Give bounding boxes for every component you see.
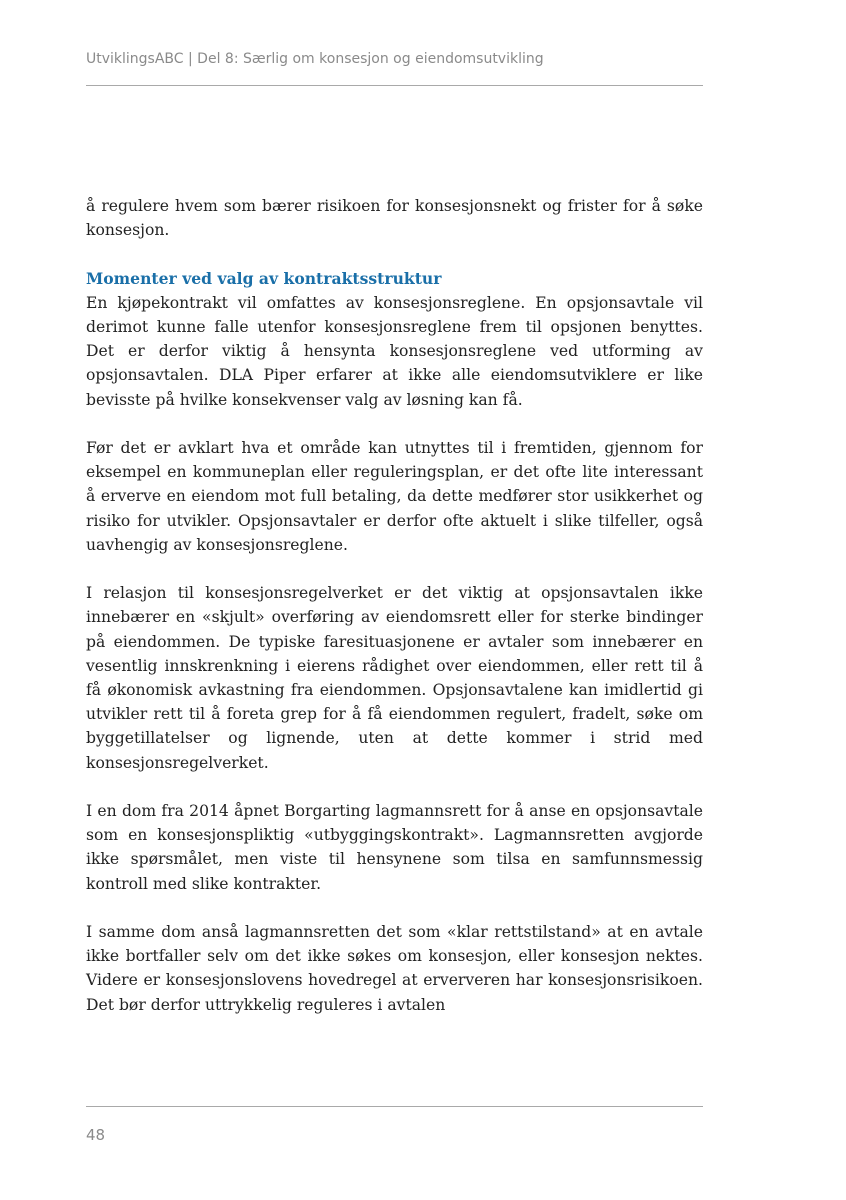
paragraph-2: Før det er avklart hva et område kan utnyttes til i fremtiden, gjennom for eksempel en kommuneplan eller reguleringsplan, er det ofte lite interessant å erverve en eiendom mot full betaling, da dette medfører stor usikkerhet og risiko for utvikler. Opsjonsavtaler er derfor ofte aktuelt i slike tilfeller, også uavhengig av konsesjonsreglene. (86, 439, 703, 554)
body-text (86, 194, 703, 1017)
section-heading: Momenter ved valg av kontraktsstruktur (86, 268, 442, 288)
paragraph-3: I relasjon til konsesjonsregelverket er det viktig at opsjonsavtalen ikke innebærer en «skjult» overføring av eiendomsrett eller for sterke bindinger på eiendommen. De typiske faresituasjonene er avtaler som innebærer en vesentlig innskrenkning i eierens rådighet over eiendommen, eller rett til å få økonomisk avkastning fra eiendommen. Opsjonsavtalene kan imidlertid gi utvikler rett til å foreta grep for å få eiendommen regulert, fradelt, søke om byggetillatelser og lignende, uten at dette kommer i strid med konsesjonsregelverket. (86, 584, 703, 772)
continuation-paragraph: å regulere hvem som bærer risikoen for konsesjonsnekt og frister for å søke konsesjon. (86, 197, 703, 240)
page-number: 48 (86, 1126, 106, 1144)
header-divider (86, 85, 703, 86)
paragraph-5: I samme dom anså lagmannsretten det som «klar rettstilstand» at en avtale ikke bortfaller selv om det ikke søkes om konsesjon, eller konsesjon nektes. Videre er konsesjonslovens hovedregel at erververen har konsesjonsrisikoen. Det bør derfor uttrykkelig reguleres i avtalen (86, 923, 703, 1014)
paragraph-1: En kjøpekontrakt vil omfattes av konsesjonsreglene. En opsjonsavtale vil derimot kunne falle utenfor konsesjonsreglene frem til opsjonen benyttes. Det er derfor viktig å hensynta konsesjonsreglene ved utforming av opsjonsavtalen. DLA Piper erfarer at ikke alle eiendomsutviklere er like bevisste på hvilke konsekvenser valg av løsning kan få. (86, 293, 703, 409)
running-header: UtviklingsABC | Del 8: Særlig om konsesjon og eiendomsutvikling (86, 51, 544, 67)
paragraph-4: I en dom fra 2014 åpnet Borgarting lagmannsrett for å anse en opsjonsavtale som en konsesjonspliktig «utbyggingskontrakt». Lagmannsretten avgjorde ikke spørsmålet, men viste til hensynene som tilsa en samfunnsmessig kontroll med slike kontrakter. (86, 802, 703, 893)
footer-divider (86, 1106, 703, 1107)
